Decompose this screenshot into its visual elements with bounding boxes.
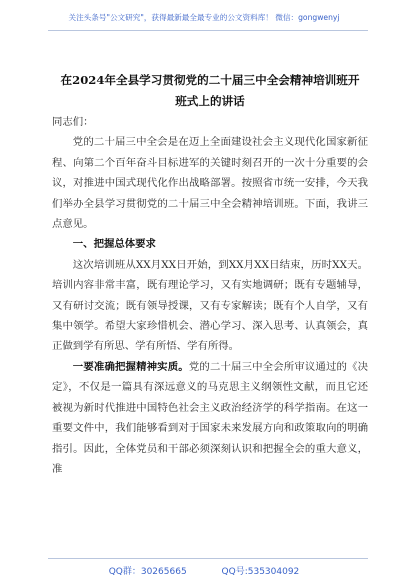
intro-paragraph: 党的二十届三中全会是在迈上全面建设社会主义现代化国家新征程、向第二个百年奋斗目标进军的关键时刻召开的一次十分重要的会议，对推进中国式现代化作出战略部署。按照省市统一安排，今天我们举办全县学习贯彻党的二十届三中全会精神培训班。下面，我讲三点意见。 bbox=[52, 136, 368, 231]
document-body bbox=[52, 112, 368, 479]
footer-qq-group: QQ群：30265665 bbox=[108, 567, 187, 577]
footer-qq-number: QQ号:535304092 bbox=[221, 567, 300, 577]
footer-contact bbox=[0, 564, 408, 577]
point-1-paragraph bbox=[52, 357, 368, 479]
point-1-text: 党的二十届三中全会所审议通过的《决定》，不仅是一篇具有深远意义的马克思主义纲领性文献，而且它还被视为新时代推进中国特色社会主义政治经济学的科学指南。在这一重要文件中，我们能够看到对于国家未来发展方向和政策取向的明确指引。因此，全体党员和干部必须深刻认识和把握全会的重大意义，准 bbox=[52, 360, 369, 475]
salutation: 同志们： bbox=[52, 116, 94, 128]
footer-divider bbox=[48, 558, 368, 559]
title-line-1: 在2024年全县学习贯彻党的二十届三中全会精神培训班开 bbox=[60, 73, 360, 87]
header-divider bbox=[48, 30, 368, 31]
title-line-2: 班式上的讲话 bbox=[175, 94, 245, 108]
header-promo-note: 关注头条号"公文研究"，获得最新最全最专业的公文资料库！ 微信：gongwenyj bbox=[68, 13, 340, 22]
point-1-lead: 一要准确把握精神实质。 bbox=[72, 360, 189, 373]
document-title bbox=[52, 70, 368, 112]
section-1-paragraph: 这次培训班从XX月XX日开始，到XX月XX日结束，历时XX天。培训内容非常丰富，既有理论学习，又有实地调研；既有专题辅导，又有研讨交流；既有领导授课，又有专家解读；既有个人自学，又有集中领学。希望大家珍惜机会、潜心学习、深入思考、认真领会，真正做到学有所思、学有所悟、学有所得。 bbox=[52, 258, 368, 353]
section-heading-1: 一、把握总体要求 bbox=[72, 238, 156, 251]
